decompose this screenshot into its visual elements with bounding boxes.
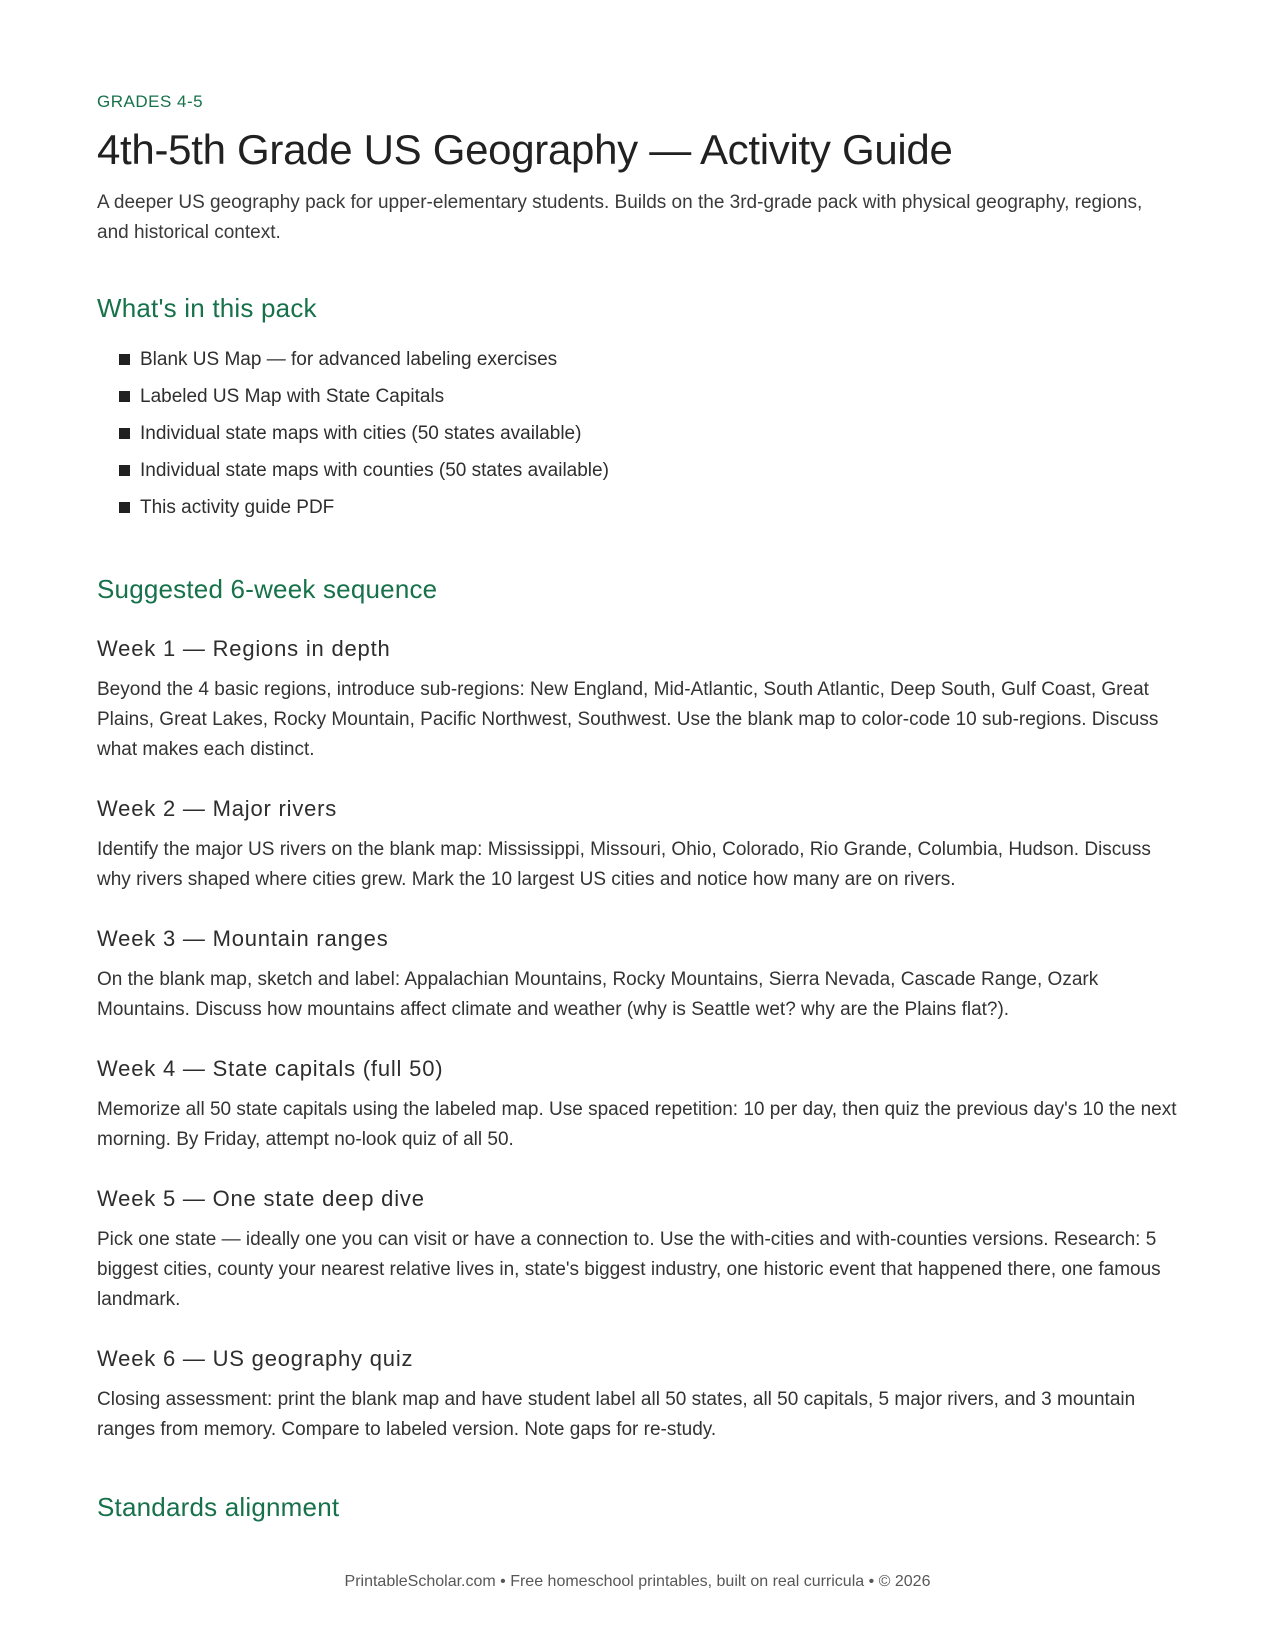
week-heading: Week 5 — One state deep dive bbox=[97, 1186, 425, 1211]
list-item bbox=[119, 498, 1178, 517]
page-footer: PrintableScholar.com • Free homeschool printables, built on real curricula • © 2026 bbox=[344, 1573, 931, 1590]
week-block bbox=[97, 1345, 1178, 1445]
week-heading: Week 1 — Regions in depth bbox=[97, 636, 391, 661]
week-body: Identify the major US rivers on the blank map: Mississippi, Missouri, Ohio, Colorado, Rio Grande, Columbia, Hudson. Discuss why rivers shaped where cities grew. Mark the 10 largest US cities and notice how many are on rivers. bbox=[97, 839, 1151, 890]
list-item bbox=[119, 424, 1178, 443]
list-item-label: Blank US Map — for advanced labeling exercises bbox=[140, 349, 558, 370]
week-heading: Week 4 — State capitals (full 50) bbox=[97, 1056, 444, 1081]
square-bullet-icon bbox=[119, 354, 130, 365]
list-item bbox=[119, 387, 1178, 406]
list-item-label: Labeled US Map with State Capitals bbox=[140, 386, 445, 407]
page-title: 4th-5th Grade US Geography — Activity Guide bbox=[97, 126, 953, 173]
square-bullet-icon bbox=[119, 465, 130, 476]
section-heading-sequence: Suggested 6-week sequence bbox=[97, 574, 438, 604]
list-item bbox=[119, 350, 1178, 369]
list-item bbox=[119, 461, 1178, 480]
grade-level-eyebrow: GRADES 4-5 bbox=[97, 92, 204, 111]
section-heading-standards: Standards alignment bbox=[97, 1492, 340, 1522]
list-item-label: Individual state maps with cities (50 states available) bbox=[140, 423, 582, 444]
week-body: Memorize all 50 state capitals using the labeled map. Use spaced repetition: 10 per day, then quiz the previous day's 10 the next morning. By Friday, attempt no-look quiz of all 50. bbox=[97, 1099, 1177, 1150]
week-block bbox=[97, 795, 1178, 895]
week-body: Pick one state — ideally one you can visit or have a connection to. Use the with-cities and with-counties versions. Research: 5 biggest cities, county your nearest relative lives in, state's biggest industry, one historic event that happened there, one famous landmark. bbox=[97, 1229, 1161, 1310]
week-block bbox=[97, 635, 1178, 765]
square-bullet-icon bbox=[119, 428, 130, 439]
week-body: Beyond the 4 basic regions, introduce sub-regions: New England, Mid-Atlantic, South Atlantic, Deep South, Gulf Coast, Great Plains, Great Lakes, Rocky Mountain, Pacific Northwest, Southwest. Use the blank map to color-code 10 sub-regions. Discuss what makes each distinct. bbox=[97, 679, 1159, 760]
page-subtitle: A deeper US geography pack for upper-elementary students. Builds on the 3rd-grade pack with physical geography, regions, and historical context. bbox=[97, 192, 1143, 243]
week-body: On the blank map, sketch and label: Appalachian Mountains, Rocky Mountains, Sierra Nevada, Cascade Range, Ozark Mountains. Discuss how mountains affect climate and weather (why is Seattle wet? why are the Plains flat?). bbox=[97, 969, 1099, 1020]
square-bullet-icon bbox=[119, 391, 130, 402]
week-heading: Week 3 — Mountain ranges bbox=[97, 926, 389, 951]
square-bullet-icon bbox=[119, 502, 130, 513]
list-item-label: Individual state maps with counties (50 states available) bbox=[140, 460, 609, 481]
week-heading: Week 2 — Major rivers bbox=[97, 796, 338, 821]
week-body: Closing assessment: print the blank map and have student label all 50 states, all 50 capitals, 5 major rivers, and 3 mountain ranges from memory. Compare to labeled version. Note gaps for re-study. bbox=[97, 1389, 1136, 1440]
week-block bbox=[97, 1185, 1178, 1315]
week-heading: Week 6 — US geography quiz bbox=[97, 1346, 414, 1371]
list-item-label: This activity guide PDF bbox=[140, 497, 335, 518]
week-block bbox=[97, 925, 1178, 1025]
pack-contents-list bbox=[97, 350, 1178, 517]
section-heading-whats-in-pack: What's in this pack bbox=[97, 293, 317, 323]
week-block bbox=[97, 1055, 1178, 1155]
